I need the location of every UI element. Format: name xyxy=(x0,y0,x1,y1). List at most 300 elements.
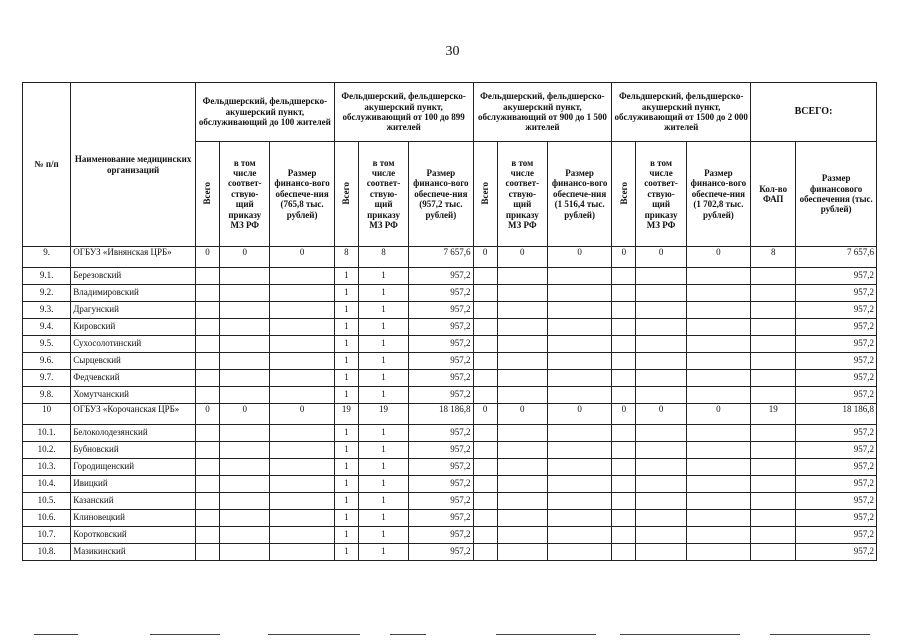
footer-rule xyxy=(150,634,220,635)
table-cell xyxy=(270,370,334,387)
table-cell: 0 xyxy=(686,247,750,268)
table-cell xyxy=(220,442,270,459)
table-cell xyxy=(751,527,796,544)
header-group-title: Фельдшерский, фельдшерско-акушерский пункт, обслуживающий до 100 жителей xyxy=(195,83,334,142)
table-cell xyxy=(612,442,636,459)
table-cell xyxy=(195,493,219,510)
fap-funding-table xyxy=(22,82,877,561)
table-cell xyxy=(612,425,636,442)
table-cell: 957,2 xyxy=(409,302,473,319)
table-cell xyxy=(220,459,270,476)
table-cell: 0 xyxy=(270,247,334,268)
table-row xyxy=(23,268,877,285)
row-number: 9.2. xyxy=(23,285,71,302)
table-row xyxy=(23,510,877,527)
row-number: 9.6. xyxy=(23,353,71,370)
table-cell: 1 xyxy=(334,387,358,404)
table-cell: 957,2 xyxy=(796,442,877,459)
table-cell: 957,2 xyxy=(796,459,877,476)
header-group-title: Фельдшерский, фельдшерско-акушерский пункт, обслуживающий от 100 до 899 жителей xyxy=(334,83,473,142)
table-cell: 1 xyxy=(334,459,358,476)
row-name: Городищенский xyxy=(71,459,196,476)
table-cell xyxy=(270,353,334,370)
table-cell: 957,2 xyxy=(796,510,877,527)
table-cell xyxy=(195,302,219,319)
table-cell xyxy=(195,387,219,404)
table-cell: 18 186,8 xyxy=(409,404,473,425)
table-cell xyxy=(612,527,636,544)
table-cell xyxy=(751,442,796,459)
table-cell xyxy=(751,336,796,353)
header-funding: Размер финансо-вого обеспече-ния (957,2 тыс. рублей) xyxy=(409,142,473,247)
table-cell: 1 xyxy=(358,527,408,544)
table-cell xyxy=(220,387,270,404)
row-name: Белоколодезянский xyxy=(71,425,196,442)
table-cell xyxy=(195,544,219,561)
table-cell: 1 xyxy=(358,353,408,370)
table-cell: 957,2 xyxy=(796,285,877,302)
table-row xyxy=(23,302,877,319)
footer-rule xyxy=(770,634,870,635)
table-cell: 1 xyxy=(358,302,408,319)
table-cell xyxy=(751,544,796,561)
row-name: Клиновецкий xyxy=(71,510,196,527)
table-cell: 1 xyxy=(334,510,358,527)
table-cell xyxy=(612,476,636,493)
table-row xyxy=(23,425,877,442)
table-cell: 8 xyxy=(358,247,408,268)
table-cell xyxy=(547,544,611,561)
table-cell: 8 xyxy=(334,247,358,268)
table-row xyxy=(23,544,877,561)
table-cell xyxy=(270,268,334,285)
table-cell xyxy=(497,493,547,510)
table-cell: 1 xyxy=(358,387,408,404)
table-cell: 957,2 xyxy=(796,476,877,493)
table-cell xyxy=(497,319,547,336)
table-cell xyxy=(270,302,334,319)
table-cell: 957,2 xyxy=(796,302,877,319)
table-cell xyxy=(473,353,497,370)
table-cell xyxy=(220,493,270,510)
footer-rule xyxy=(268,634,360,635)
row-number: 9.7. xyxy=(23,370,71,387)
table-cell: 0 xyxy=(686,404,750,425)
header-total-funding: Размер финансового обеспечения (тыс. рублей) xyxy=(796,142,877,247)
table-cell xyxy=(547,285,611,302)
table-cell xyxy=(497,527,547,544)
table-cell xyxy=(686,353,750,370)
header-per-order: в том числе соответ-ствую-щий приказу МЗ РФ xyxy=(497,142,547,247)
table-cell: 0 xyxy=(636,404,686,425)
table-cell xyxy=(195,285,219,302)
table-cell: 957,2 xyxy=(409,370,473,387)
table-cell: 1 xyxy=(358,510,408,527)
row-name: Сухосолотинский xyxy=(71,336,196,353)
table-cell: 19 xyxy=(358,404,408,425)
table-cell xyxy=(220,268,270,285)
table-cell: 957,2 xyxy=(409,268,473,285)
header-funding: Размер финансо-вого обеспече-ния (765,8 тыс. рублей) xyxy=(270,142,334,247)
table-cell: 957,2 xyxy=(796,493,877,510)
table-cell xyxy=(473,302,497,319)
org-row xyxy=(23,404,877,425)
table-cell xyxy=(497,336,547,353)
table-cell: 18 186,8 xyxy=(796,404,877,425)
table-cell: 1 xyxy=(334,319,358,336)
table-cell: 8 xyxy=(751,247,796,268)
table-cell: 7 657,6 xyxy=(796,247,877,268)
table-cell xyxy=(612,459,636,476)
table-cell: 957,2 xyxy=(409,285,473,302)
table-cell xyxy=(497,425,547,442)
row-number: 9.4. xyxy=(23,319,71,336)
table-cell xyxy=(686,544,750,561)
row-number: 9.1. xyxy=(23,268,71,285)
table-cell xyxy=(686,319,750,336)
table-cell: 0 xyxy=(473,404,497,425)
table-cell xyxy=(195,353,219,370)
table-cell: 1 xyxy=(358,285,408,302)
table-cell xyxy=(220,319,270,336)
header-all: Всего xyxy=(195,142,219,247)
table-cell xyxy=(473,268,497,285)
table-cell xyxy=(270,285,334,302)
table-cell: 19 xyxy=(334,404,358,425)
table-cell xyxy=(473,544,497,561)
table-cell xyxy=(612,544,636,561)
table-cell xyxy=(547,493,611,510)
table-cell: 1 xyxy=(358,425,408,442)
table-cell xyxy=(636,527,686,544)
table-cell xyxy=(270,493,334,510)
table-cell xyxy=(686,493,750,510)
table-cell: 957,2 xyxy=(409,425,473,442)
table-cell: 7 657,6 xyxy=(409,247,473,268)
table-cell xyxy=(751,319,796,336)
table-cell xyxy=(686,510,750,527)
row-number: 10.6. xyxy=(23,510,71,527)
table-cell xyxy=(636,493,686,510)
table-cell xyxy=(497,510,547,527)
row-number: 9.8. xyxy=(23,387,71,404)
row-number: 10.2. xyxy=(23,442,71,459)
table-cell: 0 xyxy=(547,247,611,268)
table-cell xyxy=(686,336,750,353)
table-cell: 1 xyxy=(358,493,408,510)
table-cell xyxy=(473,285,497,302)
table-cell xyxy=(195,527,219,544)
table-cell xyxy=(220,370,270,387)
table-cell: 957,2 xyxy=(796,527,877,544)
table-cell: 1 xyxy=(334,425,358,442)
table-cell: 1 xyxy=(358,544,408,561)
table-cell: 957,2 xyxy=(409,353,473,370)
table-cell xyxy=(270,459,334,476)
table-cell xyxy=(636,319,686,336)
table-cell xyxy=(195,459,219,476)
row-name: Хомутчанский xyxy=(71,387,196,404)
table-cell xyxy=(547,387,611,404)
table-cell: 957,2 xyxy=(409,442,473,459)
row-number: 9.5. xyxy=(23,336,71,353)
table-cell xyxy=(751,268,796,285)
table-cell: 0 xyxy=(612,404,636,425)
table-cell xyxy=(497,285,547,302)
table-cell: 1 xyxy=(334,353,358,370)
table-cell: 957,2 xyxy=(409,544,473,561)
table-row xyxy=(23,353,877,370)
table-cell: 1 xyxy=(334,493,358,510)
header-group-title: Фельдшерский, фельдшерско-акушерский пункт, обслуживающий от 1500 до 2 000 жителей xyxy=(612,83,751,142)
table-cell: 0 xyxy=(220,404,270,425)
table-cell xyxy=(686,476,750,493)
table-cell xyxy=(473,387,497,404)
row-name: Владимировский xyxy=(71,285,196,302)
table-cell xyxy=(473,510,497,527)
table-cell xyxy=(612,302,636,319)
table-cell xyxy=(547,319,611,336)
table-cell: 0 xyxy=(473,247,497,268)
table-cell xyxy=(636,544,686,561)
table-cell: 957,2 xyxy=(796,387,877,404)
page-number: 30 xyxy=(445,44,460,59)
table-cell xyxy=(473,493,497,510)
row-number: 9.3. xyxy=(23,302,71,319)
footer-rule xyxy=(620,634,740,635)
table-cell xyxy=(547,336,611,353)
table-cell xyxy=(270,336,334,353)
table-cell xyxy=(636,442,686,459)
table-cell xyxy=(473,459,497,476)
table-cell: 1 xyxy=(334,442,358,459)
footer-rule xyxy=(390,634,426,635)
table-cell xyxy=(547,476,611,493)
row-number: 10.8. xyxy=(23,544,71,561)
header-per-order: в том числе соответ-ствую-щий приказу МЗ РФ xyxy=(636,142,686,247)
table-cell xyxy=(751,493,796,510)
table-cell xyxy=(220,510,270,527)
table-cell xyxy=(547,370,611,387)
table-cell xyxy=(612,285,636,302)
table-cell xyxy=(220,425,270,442)
table-cell xyxy=(547,425,611,442)
table-cell xyxy=(195,510,219,527)
table-cell: 0 xyxy=(636,247,686,268)
table-row xyxy=(23,336,877,353)
footer-rule xyxy=(496,634,596,635)
table-row xyxy=(23,319,877,336)
row-name: ОГБУЗ «Ивнянская ЦРБ» xyxy=(71,247,196,268)
table-cell: 0 xyxy=(612,247,636,268)
table-cell xyxy=(686,302,750,319)
table-cell: 957,2 xyxy=(409,387,473,404)
table-cell: 1 xyxy=(334,476,358,493)
table-cell xyxy=(497,387,547,404)
table-cell xyxy=(636,353,686,370)
table-cell xyxy=(270,510,334,527)
table-cell xyxy=(636,268,686,285)
table-cell: 1 xyxy=(358,319,408,336)
header-all: Всего xyxy=(473,142,497,247)
table-cell xyxy=(195,425,219,442)
table-cell xyxy=(473,527,497,544)
table-cell xyxy=(751,353,796,370)
table-cell xyxy=(547,527,611,544)
table-cell: 1 xyxy=(334,527,358,544)
row-number: 10.7. xyxy=(23,527,71,544)
table-cell xyxy=(636,459,686,476)
table-cell xyxy=(473,476,497,493)
table-cell: 0 xyxy=(497,404,547,425)
table-cell xyxy=(497,370,547,387)
row-name: Мазикинский xyxy=(71,544,196,561)
table-cell xyxy=(612,319,636,336)
table-cell: 957,2 xyxy=(409,493,473,510)
table-cell: 0 xyxy=(195,247,219,268)
header-funding: Размер финансо-вого обеспече-ния (1 516,4 тыс. рублей) xyxy=(547,142,611,247)
table-cell xyxy=(686,370,750,387)
table-cell xyxy=(547,510,611,527)
row-name: Кировский xyxy=(71,319,196,336)
header-num: № п/п xyxy=(23,83,71,247)
table-cell: 957,2 xyxy=(409,510,473,527)
table-row xyxy=(23,527,877,544)
table-cell xyxy=(686,387,750,404)
table-cell xyxy=(636,387,686,404)
table-cell xyxy=(497,353,547,370)
table-cell: 1 xyxy=(358,442,408,459)
table-cell: 1 xyxy=(358,336,408,353)
table-cell xyxy=(220,336,270,353)
table-body xyxy=(23,247,877,561)
row-name: Драгунский xyxy=(71,302,196,319)
table-row xyxy=(23,442,877,459)
table-cell xyxy=(195,336,219,353)
table-cell: 957,2 xyxy=(796,370,877,387)
table-cell xyxy=(636,370,686,387)
table-cell xyxy=(195,442,219,459)
header-all: Всего xyxy=(334,142,358,247)
table-cell: 957,2 xyxy=(409,336,473,353)
table-cell xyxy=(547,302,611,319)
table-cell xyxy=(220,353,270,370)
table-cell xyxy=(195,268,219,285)
header-group-title: Фельдшерский, фельдшерско-акушерский пункт, обслуживающий от 900 до 1 500 жителей xyxy=(473,83,612,142)
table-cell xyxy=(686,268,750,285)
table-cell xyxy=(751,476,796,493)
row-name: ОГБУЗ «Корочанская ЦРБ» xyxy=(71,404,196,425)
table-cell: 957,2 xyxy=(796,319,877,336)
row-name: Ивицкий xyxy=(71,476,196,493)
table-cell xyxy=(547,442,611,459)
row-name: Бубновский xyxy=(71,442,196,459)
table-row xyxy=(23,459,877,476)
table-cell xyxy=(270,425,334,442)
row-number: 10.4. xyxy=(23,476,71,493)
table-cell: 0 xyxy=(195,404,219,425)
row-number: 10.3. xyxy=(23,459,71,476)
table-cell xyxy=(220,302,270,319)
table-cell xyxy=(636,425,686,442)
table-cell: 957,2 xyxy=(796,268,877,285)
table-cell: 1 xyxy=(334,370,358,387)
table-cell: 1 xyxy=(358,459,408,476)
table-cell xyxy=(751,370,796,387)
table-row xyxy=(23,476,877,493)
table-cell xyxy=(636,285,686,302)
table-cell xyxy=(497,544,547,561)
table-cell xyxy=(270,476,334,493)
table-cell xyxy=(497,476,547,493)
header-org-name: Наименование медицинских организаций xyxy=(71,83,196,247)
table-cell: 957,2 xyxy=(409,319,473,336)
table-cell xyxy=(547,268,611,285)
table-cell xyxy=(195,370,219,387)
table-cell: 0 xyxy=(497,247,547,268)
table-row xyxy=(23,493,877,510)
header-funding: Размер финансо-вого обеспече-ния (1 702,8 тыс. рублей) xyxy=(686,142,750,247)
table-cell xyxy=(686,527,750,544)
header-all: Всего xyxy=(612,142,636,247)
row-name: Сырцевский xyxy=(71,353,196,370)
table-cell xyxy=(751,459,796,476)
table-cell xyxy=(497,459,547,476)
table-cell xyxy=(636,336,686,353)
table-cell: 1 xyxy=(334,544,358,561)
table-cell xyxy=(612,336,636,353)
table-cell: 1 xyxy=(334,302,358,319)
table-cell: 0 xyxy=(547,404,611,425)
table-cell xyxy=(686,425,750,442)
row-name: Казанский xyxy=(71,493,196,510)
table-cell: 1 xyxy=(334,268,358,285)
table-cell xyxy=(473,319,497,336)
table-cell xyxy=(751,425,796,442)
table-cell xyxy=(473,425,497,442)
table-cell xyxy=(220,476,270,493)
table-cell xyxy=(270,319,334,336)
table-cell xyxy=(473,370,497,387)
table-cell xyxy=(612,268,636,285)
table-cell xyxy=(220,527,270,544)
table-cell xyxy=(751,510,796,527)
table-cell xyxy=(547,459,611,476)
table-cell: 0 xyxy=(270,404,334,425)
table-cell: 957,2 xyxy=(796,544,877,561)
row-number: 10.1. xyxy=(23,425,71,442)
table-cell xyxy=(686,285,750,302)
header-total-count: Кол-во ФАП xyxy=(751,142,796,247)
table-cell xyxy=(497,268,547,285)
table-cell xyxy=(195,476,219,493)
table-cell xyxy=(270,544,334,561)
table-cell: 1 xyxy=(334,285,358,302)
table-cell xyxy=(612,510,636,527)
table-cell xyxy=(270,442,334,459)
table-cell: 1 xyxy=(358,370,408,387)
table-cell: 957,2 xyxy=(796,425,877,442)
table-cell: 0 xyxy=(220,247,270,268)
table-cell xyxy=(270,387,334,404)
table-row xyxy=(23,387,877,404)
header-total-title: ВСЕГО: xyxy=(751,83,877,142)
table-cell: 1 xyxy=(358,476,408,493)
table-cell xyxy=(751,302,796,319)
row-name: Коротковский xyxy=(71,527,196,544)
table-cell xyxy=(497,302,547,319)
row-number: 10.5. xyxy=(23,493,71,510)
